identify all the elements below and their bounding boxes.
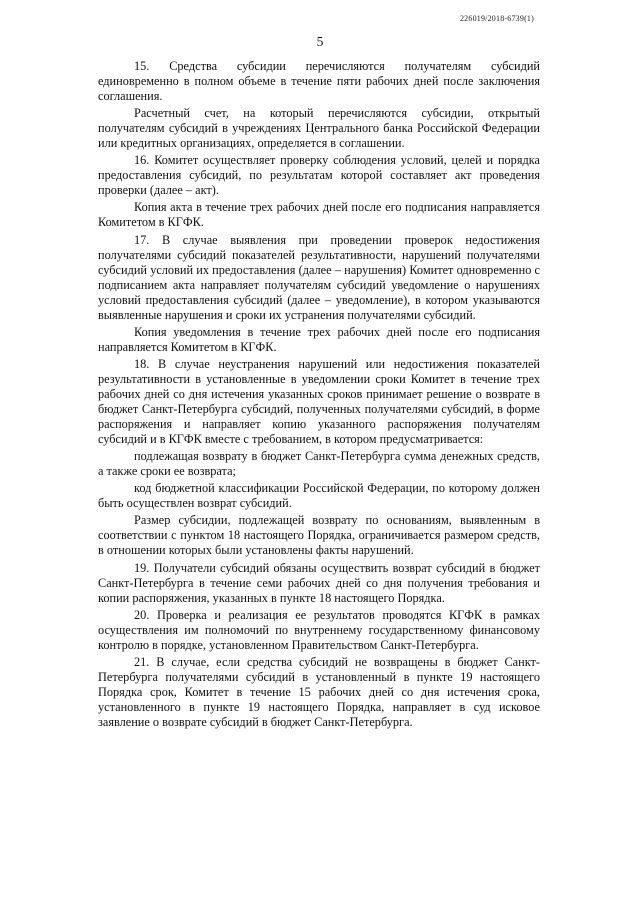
paragraph-20: 20. Проверка и реализация ее результатов проводятся КГФК в рамках осуществления им полномочий по внутреннему государственному финансовому контролю в порядке, установленном Правительством Санкт-Петербурга.: [98, 607, 540, 652]
paragraph-21: 21. В случае, если средства субсидий не возвращены в бюджет Санкт-Петербурга получателями субсидий в установленный в пункте 19 настоящего Порядка срок, Комитет в течение 15 рабочих дней со дня истечения срока, установленного в пункте 19 настоящего Порядка, направляет в суд исковое заявление о возврате субсидий в бюджет Санкт-Петербурга.: [98, 654, 540, 729]
paragraph-16: 16. Комитет осуществляет проверку соблюдения условий, целей и порядка предоставления субсидий, по результатам которой составляет акт проведения проверки (далее – акт).: [98, 153, 540, 198]
paragraph-17: 17. В случае выявления при проведении проверок недостижения получателями субсидий показателей результативности, нарушений получателями субсидий условий их предоставления (далее – нарушения) Комитет одновременно с подписанием акта направляет получателям субсидий уведомление о нарушениях условий предоставления субсидий (далее – уведомление), в котором указываются выявленные нарушения и сроки их устранения получателями субсидий.: [98, 232, 540, 322]
paragraph-19: 19. Получатели субсидий обязаны осуществить возврат субсидий в бюджет Санкт-Петербурга в течение семи рабочих дней со дня получения требования и копии распоряжения, указанных в пункте 18 настоящего Порядка.: [98, 560, 540, 605]
paragraph-18-budget-code: код бюджетной классификации Российской Федерации, по которому должен быть осуществлен возврат субсидий.: [98, 481, 540, 511]
page-number: 5: [316, 34, 324, 49]
paragraph-18-refund-size: Размер субсидии, подлежащей возврату по основаниям, выявленным в соответствии с пунктом 18 настоящего Порядка, ограничивается размером средств, в отношении которых были установлены факты нарушений.: [98, 513, 540, 558]
paragraph-16-act-copy: Копия акта в течение трех рабочих дней после его подписания направляется Комитетом в КГФК.: [98, 200, 540, 230]
paragraph-18-amount: подлежащая возврату в бюджет Санкт-Петербурга сумма денежных средств, а также сроки ее возврата;: [98, 449, 540, 479]
paragraph-17-notice-copy: Копия уведомления в течение трех рабочих дней после его подписания направляется Комитетом в КГФК.: [98, 324, 540, 354]
paragraph-18: 18. В случае неустранения нарушений или недостижения показателей результативности в установленные в уведомлении сроки Комитет в течение трех рабочих дней со дня истечения указанных сроков принимает решение о возврате в бюджет Санкт-Петербурга субсидий, полученных получателями субсидий, в форме распоряжения и направляет копию указанного распоряжения получателям субсидий и в КГФК вместе с требованием, в котором предусматривается:: [98, 356, 540, 447]
paragraph-15-account: Расчетный счет, на который перечисляются субсидии, открытый получателям субсидий в учреждениях Центрального банка Российской Федерации или кредитных организациях, определяется в соглашении.: [98, 106, 540, 151]
document-number: 226019/2018-6739(1): [459, 14, 534, 23]
paragraph-15: 15. Средства субсидии перечисляются получателям субсидий единовременно в полном объеме в течение пяти рабочих дней после заключения соглашения.: [98, 59, 540, 104]
document-body: [98, 59, 540, 732]
